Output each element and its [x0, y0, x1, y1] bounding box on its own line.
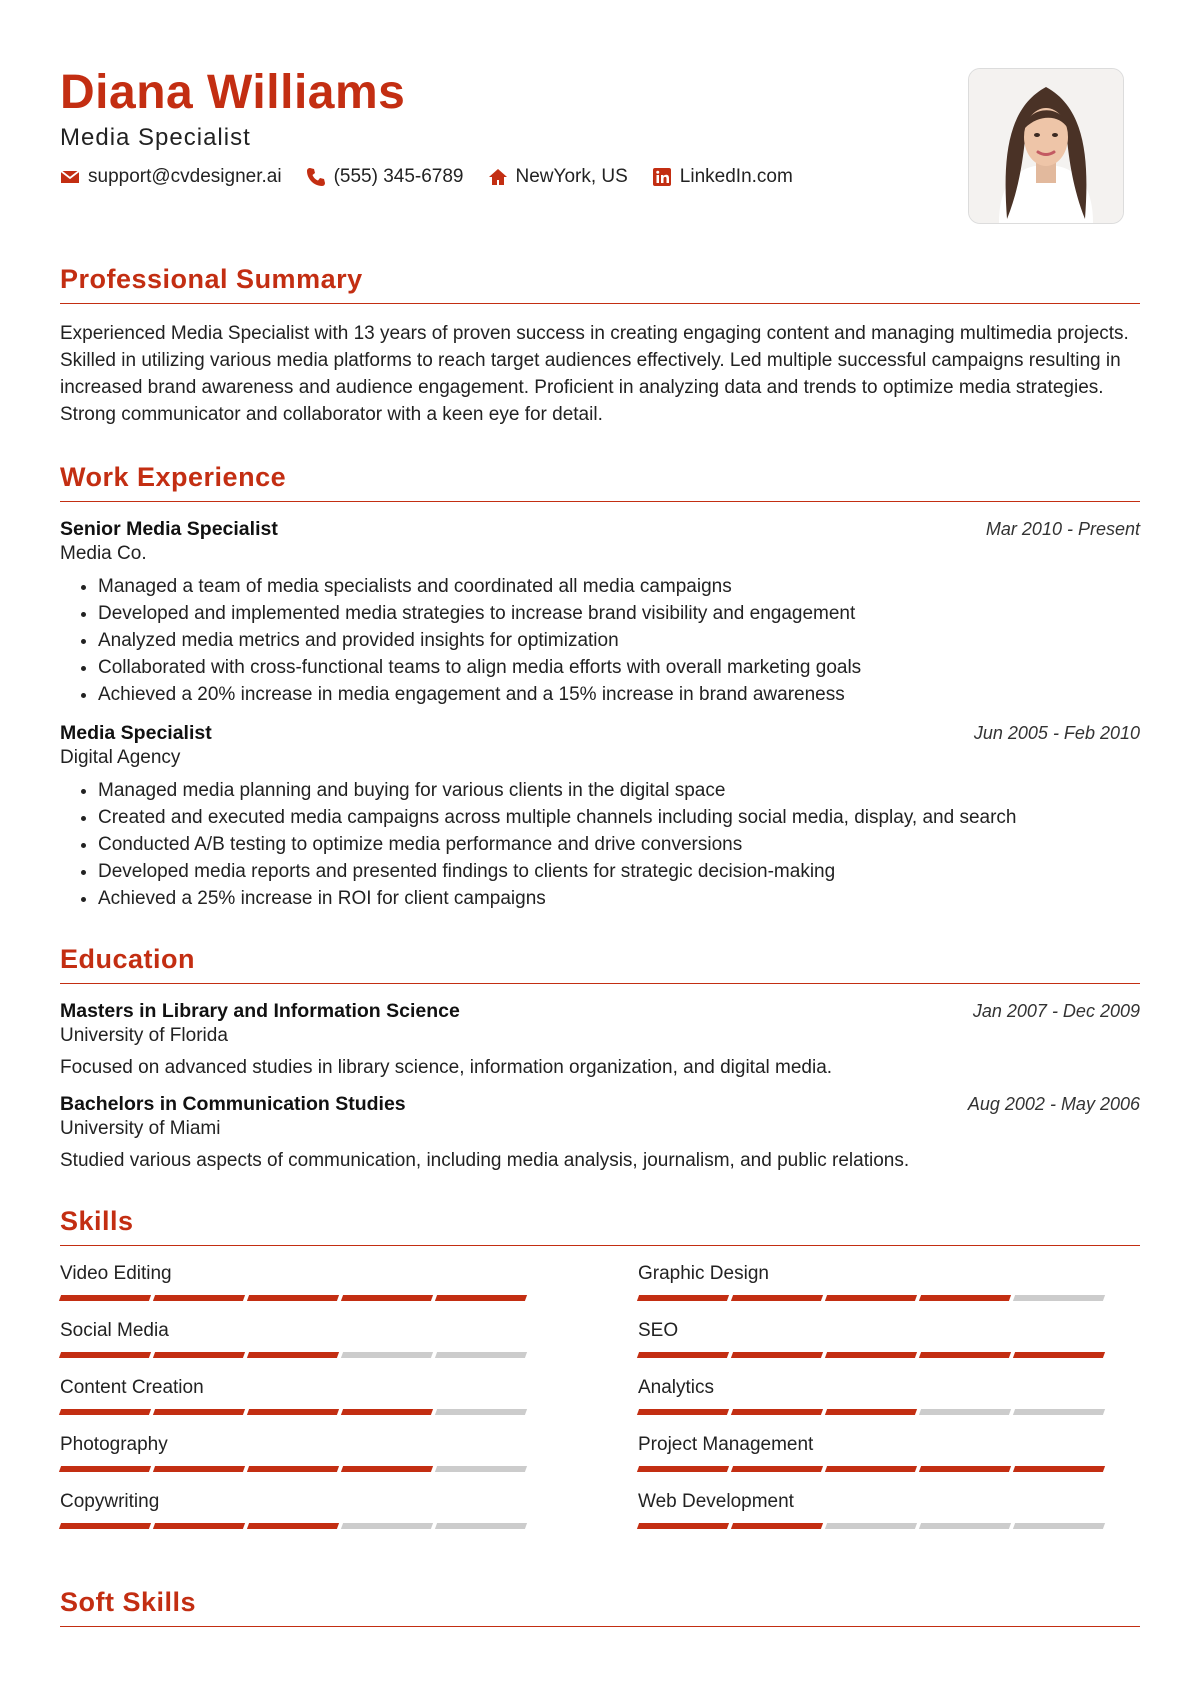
skill-item	[638, 1490, 1138, 1547]
contact-email-text: support@cvdesigner.ai	[88, 166, 282, 187]
job-bullets	[60, 573, 1140, 708]
skill-item	[638, 1376, 1138, 1433]
profile-photo	[968, 68, 1124, 224]
contact-location-text: NewYork, US	[515, 166, 628, 187]
job-bullet: • Analyzed media metrics and provided insights for optimization	[98, 627, 1140, 654]
job-entry	[60, 722, 1140, 912]
skill-level-segment-filled	[637, 1352, 729, 1358]
skill-level-segment-filled	[1013, 1466, 1105, 1472]
skill-level-bar	[638, 1466, 1138, 1472]
education-entry	[60, 1093, 1140, 1172]
skill-level-segment-empty	[435, 1409, 527, 1415]
contact-location	[488, 166, 628, 188]
job-bullet: • Achieved a 25% increase in ROI for client campaigns	[98, 885, 1140, 912]
skill-level-segment-filled	[637, 1466, 729, 1472]
degree-title: Bachelors in Communication Studies	[60, 1093, 406, 1115]
candidate-name: Diana Williams	[60, 66, 406, 119]
summary-text: Experienced Media Specialist with 13 years of proven success in creating engaging content and managing multimedia projects. Skilled in utilizing various media platforms to reach target audiences effectively. Led multiple successful campaigns resulting in increased brand awareness and audience engagement. Proficient in analyzing data and trends to optimize media strategies. Strong communicator and collaborator with a keen eye for detail.	[60, 323, 1129, 425]
skill-level-segment-filled	[731, 1523, 823, 1529]
job-bullet: • Collaborated with cross-functional teams to align media efforts with overall marketing goals	[98, 654, 1140, 681]
education-dates: Jan 2007 - Dec 2009	[972, 1001, 1140, 1021]
skill-level-segment-filled	[247, 1409, 339, 1415]
skill-item	[60, 1433, 560, 1490]
skill-name: Content Creation	[60, 1377, 204, 1398]
skill-level-segment-filled	[731, 1295, 823, 1301]
job-dates: Mar 2010 - Present	[985, 519, 1140, 539]
skill-level-segment-filled	[59, 1295, 151, 1301]
job-company: Digital Agency	[60, 747, 181, 768]
skill-level-segment-filled	[153, 1295, 245, 1301]
skill-name: Copywriting	[60, 1491, 160, 1512]
skill-level-segment-filled	[153, 1352, 245, 1358]
skill-level-segment-filled	[153, 1523, 245, 1529]
skill-level-segment-filled	[919, 1466, 1011, 1472]
skill-level-segment-filled	[825, 1409, 917, 1415]
skill-level-segment-filled	[59, 1352, 151, 1358]
education-dates: Aug 2002 - May 2006	[967, 1094, 1140, 1114]
skill-level-segment-filled	[637, 1523, 729, 1529]
skill-level-segment-filled	[153, 1409, 245, 1415]
linkedin-icon	[652, 167, 672, 187]
skill-level-segment-empty	[341, 1352, 433, 1358]
skill-item	[60, 1262, 560, 1319]
experience-heading: Work Experience	[60, 462, 1140, 502]
skill-name: Project Management	[638, 1434, 814, 1455]
soft-skills-section	[60, 1587, 1140, 1627]
skills-grid	[60, 1262, 1140, 1547]
skills-section	[60, 1206, 1140, 1547]
skill-level-segment-empty	[341, 1523, 433, 1529]
experience-section	[60, 462, 1140, 912]
job-bullet: • Achieved a 20% increase in media engagement and a 15% increase in brand awareness	[98, 681, 1140, 708]
skill-level-bar	[60, 1409, 560, 1415]
soft-skills-heading: Soft Skills	[60, 1587, 1140, 1627]
skill-level-segment-filled	[153, 1466, 245, 1472]
skill-level-segment-filled	[731, 1466, 823, 1472]
job-bullet: • Created and executed media campaigns across multiple channels including social media, display, and search	[98, 804, 1140, 831]
contact-linkedin[interactable]	[652, 166, 793, 188]
skill-level-segment-filled	[341, 1466, 433, 1472]
skill-level-segment-filled	[247, 1352, 339, 1358]
skill-level-segment-filled	[341, 1409, 433, 1415]
contact-linkedin-text: LinkedIn.com	[679, 166, 793, 187]
degree-title: Masters in Library and Information Science	[60, 1000, 460, 1022]
skill-level-segment-filled	[435, 1295, 527, 1301]
job-bullet: • Developed and implemented media strategies to increase brand visibility and engagement	[98, 600, 1140, 627]
phone-icon	[306, 167, 326, 187]
job-dates: Jun 2005 - Feb 2010	[973, 723, 1140, 743]
skill-level-segment-empty	[1013, 1295, 1105, 1301]
skill-name: Graphic Design	[638, 1263, 769, 1284]
skill-level-segment-filled	[637, 1409, 729, 1415]
skill-level-segment-filled	[1013, 1352, 1105, 1358]
skill-level-segment-filled	[919, 1295, 1011, 1301]
skill-level-bar	[60, 1466, 560, 1472]
resume-header	[60, 64, 1140, 234]
skill-name: Analytics	[638, 1377, 715, 1398]
skill-level-segment-filled	[731, 1409, 823, 1415]
skill-level-segment-filled	[59, 1523, 151, 1529]
skills-heading: Skills	[60, 1206, 1140, 1246]
job-title: Media Specialist	[60, 722, 212, 744]
job-bullet: • Conducted A/B testing to optimize media performance and drive conversions	[98, 831, 1140, 858]
skill-level-segment-filled	[247, 1523, 339, 1529]
skill-name: Video Editing	[60, 1263, 172, 1284]
candidate-title: Media Specialist	[60, 124, 251, 151]
job-bullet: • Developed media reports and presented findings to clients for strategic decision-making	[98, 858, 1140, 885]
skill-level-segment-empty	[919, 1523, 1011, 1529]
summary-section	[60, 264, 1140, 428]
envelope-icon	[60, 167, 80, 187]
home-icon	[488, 167, 508, 187]
skill-level-segment-empty	[919, 1409, 1011, 1415]
education-heading: Education	[60, 944, 1140, 984]
skill-level-bar	[638, 1352, 1138, 1358]
skill-level-segment-filled	[247, 1295, 339, 1301]
education-description: Focused on advanced studies in library science, information organization, and digital media.	[60, 1057, 833, 1078]
education-section	[60, 944, 1140, 1172]
skill-level-bar	[638, 1295, 1138, 1301]
skill-name: Photography	[60, 1434, 168, 1455]
skill-level-segment-empty	[435, 1352, 527, 1358]
skill-level-bar	[60, 1352, 560, 1358]
skill-name: SEO	[638, 1320, 679, 1341]
skill-item	[638, 1262, 1138, 1319]
skill-level-segment-empty	[435, 1466, 527, 1472]
skill-level-segment-filled	[825, 1466, 917, 1472]
skill-level-bar	[638, 1523, 1138, 1529]
contact-phone-text: (555) 345-6789	[333, 166, 464, 187]
contact-email[interactable]	[60, 166, 282, 188]
skill-level-segment-empty	[435, 1523, 527, 1529]
portrait-illustration	[969, 69, 1123, 223]
skill-level-segment-filled	[637, 1295, 729, 1301]
job-bullet: • Managed a team of media specialists and coordinated all media campaigns	[98, 573, 1140, 600]
job-title: Senior Media Specialist	[60, 518, 278, 540]
skill-level-segment-empty	[825, 1523, 917, 1529]
job-company: Media Co.	[60, 543, 147, 564]
skill-item	[638, 1433, 1138, 1490]
skill-level-bar	[638, 1409, 1138, 1415]
summary-heading: Professional Summary	[60, 264, 1140, 304]
job-bullet: • Managed media planning and buying for various clients in the digital space	[98, 777, 1140, 804]
skill-item	[60, 1376, 560, 1433]
contact-phone[interactable]	[306, 166, 464, 188]
skill-item	[638, 1319, 1138, 1376]
skill-level-bar	[60, 1295, 560, 1301]
skill-level-segment-filled	[731, 1352, 823, 1358]
skill-level-segment-filled	[59, 1409, 151, 1415]
education-entry	[60, 1000, 1140, 1079]
skill-level-segment-filled	[825, 1352, 917, 1358]
resume-page	[60, 64, 1140, 1643]
skill-level-segment-filled	[247, 1466, 339, 1472]
skill-level-segment-empty	[1013, 1523, 1105, 1529]
skill-item	[60, 1319, 560, 1376]
school-name: University of Miami	[60, 1118, 221, 1139]
skill-level-segment-filled	[825, 1295, 917, 1301]
skill-level-segment-filled	[341, 1295, 433, 1301]
education-description: Studied various aspects of communication, including media analysis, journalism, and public relations.	[60, 1150, 910, 1171]
skill-name: Social Media	[60, 1320, 169, 1341]
skill-item	[60, 1490, 560, 1547]
skill-level-segment-filled	[919, 1352, 1011, 1358]
job-entry	[60, 518, 1140, 708]
skill-level-segment-filled	[59, 1466, 151, 1472]
skill-level-bar	[60, 1523, 560, 1529]
job-bullets	[60, 777, 1140, 912]
skill-level-segment-empty	[1013, 1409, 1105, 1415]
school-name: University of Florida	[60, 1025, 228, 1046]
skill-name: Web Development	[638, 1491, 794, 1512]
